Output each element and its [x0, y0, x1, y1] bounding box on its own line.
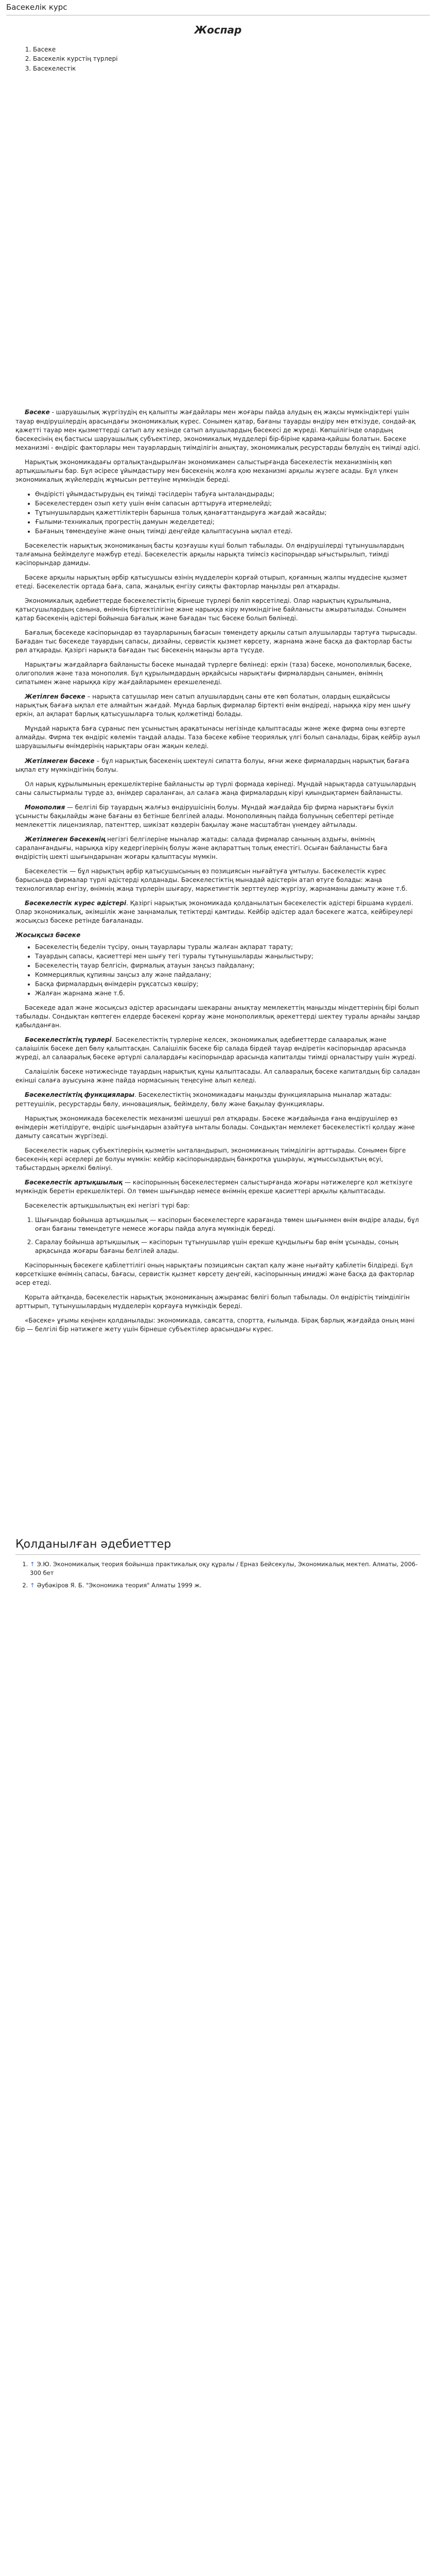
paragraph [15, 1091, 421, 1108]
plan-item: 1. Басекe [33, 45, 421, 55]
list-item: • Тауардың сапасы, қасиеттері мен шығу тегі туралы тұтынушыларды жаңылыстыру; [35, 952, 421, 961]
paragraph: Нарықтағы жағдайларға байланысты бәсеке мынадай түрлерге бөлінеді: еркін (таза) бәсеке, монополиялық бәсеке, олигополия және таза монополия. Бұл құрылымдардың әрқайсысы нарықтағы фирмалардың санымен, өнімнің сипатымен және нарыққа кіру жағдайларымен ерекшеленеді. [15, 661, 412, 686]
reference-item [30, 1581, 421, 1589]
paragraph-text: . Қазіргі нарықтық экономикада қолданылатын бәсекелестік әдістері біршама күрделі. Олар экономикалық, әкімшілік және заңнамалық тетіктерді қамтиды. Кейбір әдістер адал бәсекеге жатса, кейбіреулері жосықсыз бәсеке ретінде бағаланады. [15, 899, 413, 924]
paragraph: Бәсекелестік — бұл нарықтың әрбір қатысушысының өз позициясын нығайтуға ұмтылуы. Бәсекелестік күрес барысында фирмалар түрлі әдістерді қолданады. Бәсекелестіктің мынадай әдістерін атап өтуге болады: жаңа технологиялар енгізу, өнімнің жаңа түрлерін шығару, маркетингтік зерттеулер жүргізу, жарнаманы дамыту және т.б. [15, 867, 408, 892]
list-item: • Өндірісті ұйымдастырудың ең тиімді тәсілдерін табуға ынталандырады; [35, 490, 421, 499]
list-item: • Бәсекелестің беделін түсіру, оның тауарлары туралы жалған ақпарат тарату; [35, 943, 421, 952]
paragraph: Бәсекелестік артықшылықтың екі негізгі түрі бар: [25, 1201, 190, 1209]
paragraph: Салаішілік бәсеке нәтижесінде тауардың нарықтық құны қалыптасады. Ал салааралық бәсеке капиталдың бір саладан екінші салаға ауысуына және пайда нормасының теңесуіне алып келеді. [15, 1068, 420, 1084]
paragraph: Бағалық бәсекеде кәсіпорындар өз тауарларының бағасын төмендету арқылы сатып алушыларды тартуға тырысады. Бағадан тыс бәсекеде тауардың сапасы, дизайны, сервистік қызмет көрсету, жарнама және басқа да факторлар басты рөл атқарады. Қазіргі нарықта бағадан тыс бәсекенің маңызы арта түсуде. [15, 629, 417, 654]
plan-item: 3. Басекелестік [33, 64, 421, 74]
reference-item [30, 1560, 421, 1577]
paragraph [15, 835, 421, 861]
paragraph: Бәсеке арқылы нарықтың әрбір қатысушысы өзінің мүдделерін қорғай отырып, қоғамның жалпы мүддесіне қызмет етеді. Бәсекелестік ортада баға, сапа, жаңалық енгізу сияқты факторлар маңызды рөл атқарады. [15, 573, 407, 590]
list-item: • Жалған жарнама және т.б. [35, 989, 421, 998]
paragraph: Қорыта айтқанда, бәсекелестік нарықтық экономиканың ажырамас бөлігі болып табылады. Ол өндірістің тиімділігін арттырып, тұтынушылардың мүдделерін қорғауға мүмкіндік береді. [15, 1294, 410, 1310]
back-arrow-icon[interactable]: ↑ [30, 1582, 35, 1589]
paragraph [15, 1178, 421, 1196]
list-item: • Тұтынушылардың қажеттіліктерін барынша толық қанағаттандыруға жағдай жасайды; [35, 509, 421, 517]
bullet-list [15, 490, 421, 536]
paragraph: Ол нарық құрылымының ерекшеліктеріне байланысты әр түрлі формада көрінеді. Мұндай нарықтарда сатушылардың саны салыстырмалы түрде аз, өнімдер сараланған, ал салаға жаңа фирмалардың кіруі қиындықтармен байланысты. [15, 780, 416, 796]
blank-space [15, 73, 421, 408]
subheading: Жосықсыз бәсеке [15, 931, 81, 939]
term: Жетілген бәсеке [25, 693, 85, 701]
bullet-list [15, 943, 421, 998]
list-item: 2. Саралау бойынша артықшылық — кәсіпорын тұтынушылар үшін ерекше құндылығы бар өнім ұсынады, соның арқасында жоғары бағаны белгілей алады. [35, 1238, 421, 1256]
term: Бәсекелестік артықшылық [25, 1178, 123, 1186]
term: Жетілмеген бәсекенің [25, 835, 106, 843]
paragraph [15, 692, 421, 719]
list-item: • Бәсекелестің тауар белгісін, фирмалық атауын заңсыз пайдалану; [35, 961, 421, 970]
paragraph-text: негізгі белгілеріне мыналар жатады: салада фирмалар санының аздығы, өнімнің сараланғандығы, нарыққа кіру кедергілерінің болуы және ақпараттың толық еместігі. Осыған байланысты баға өндірістің шекті шығындарынан жоғары қалыптасуы мүмкін. [15, 835, 388, 860]
paragraph: Нарықтық экономикада бәсекелестік механизмі шешуші рөл атқарады. Бәсеке жағдайында ғана өндірушілер өз өнімдерін жетілдіруге, өндіріс шығындарын азайтуға ынталы болады. Сондықтан мемлекет бәсекелестікті қолдау және дамыту саясатын жүргізеді. [15, 1114, 415, 1140]
paragraph [15, 408, 421, 452]
paragraph [15, 1036, 421, 1062]
term: Бәсеке [25, 409, 50, 416]
list-item: • Бәсекелестерден озып кету үшін өнім сапасын арттыруға итермелейді; [35, 499, 421, 508]
references-list [30, 1560, 421, 1589]
list-item: 1. Шығындар бойынша артықшылық — кәсіпорын бәсекелестерге қарағанда төмен шығынмен өнім өндіре алады, бұл оған бағаны төмендетуге немесе жоғары пайда алуға мүмкіндік береді. [35, 1216, 421, 1233]
paragraph [15, 899, 421, 925]
list-item: • Басқа фирмалардың өнімдерін рұқсатсыз көшіру; [35, 980, 421, 989]
plan-heading: Жоспар [194, 24, 242, 37]
back-arrow-icon[interactable]: ↑ [30, 1561, 35, 1568]
paragraph: Бәсекелестік нарық субъектілерінің қызметін ынталандырып, экономиканың тиімділігін арттырады. Сонымен бірге бәсекенің кері әсерлері де болуы мүмкін: кейбір кәсіпорындардың банкротқа ұшырауы, жұмыссыздықтың өсуі, табыстардың әркелкі бөлінуі. [15, 1146, 406, 1172]
paragraph: «Бәсеке» ұғымы кеңінен қолданылады: экономикада, саясатта, спортта, ғылымда. Бірақ барлық жағдайда оның мәні бір — белгілі бір нәтижеге жету үшін бірнеше субъектілер арасындағы күрес. [15, 1317, 415, 1333]
paragraph-text: . Бәсекелестіктің түрлеріне келсек, экономикалық әдебиеттерде салааралық және салаішілік бәсеке деп бөлу қалыптасқан. Салаішілік бәсеке бір салада бірдей тауар өндіретін кәсіпорындар арасында жүреді, ал салааралық бәсеке әртүрлі салалардағы кәсіпорындар арасында капиталды тиімді орналастыру үшін жүреді. [15, 1036, 417, 1061]
term: Бәсекелестік күрес әдістері [25, 899, 127, 907]
paragraph: Нарықтық экономикадағы орталықтандырылған экономикамен салыстырғанда бәсекелестік механизмінің көп артықшылығы бар. Бұл әсіресе ұйымдастыру мен бәсекенің жолға қою механизмі арқылы жүзеге асады. Бұл үлкен экономикалық жүйелердің жұмысын реттеуіне мүмкіндік береді. [15, 458, 398, 483]
plan-item: 2. Басекелік курстің түрлері [33, 54, 421, 64]
plan-list [33, 45, 421, 74]
site-title: Басекелік курс [6, 2, 430, 15]
paragraph [15, 757, 421, 774]
paragraph-text: - шаруашылық жүргізудің ең қалыпты жағдайлары мен жоғары пайда алудың ең жақсы мүмкіндіктері үшін тауар өндірушілердің арасындағы экономикалық күрес. Сонымен қатар, бағаны тауарды өндіру мен өткізуде, сондай-ақ қажетті тауар мен қызметтерді сатып алу кезінде сатып алушылардың бәсекесі де жүреді. Көпшілігінде олардың бәсекесінің ең бастысы шаруашылық субъектілер, экономикалық мүдделері бір-біріне қарама-қайшы болатын. Бәсеке механизмі - өндіріс факторлары мен тауарлардың тиімділігін анықтау, экономикалық ресурстарды бөлудің ең тиімді әдісі. [15, 409, 421, 451]
paragraph-text: – нарықта сатушылар мен сатып алушылардың саны өте көп болатын, олардың ешқайсысы нарықтық бағаға ықпал ете алмайтын жағдай. Мұнда барлық фирмалар біртекті өнім өндіреді, нарыққа кіру мен шығу еркін, ал ақпарат барлық қатысушыларға толық қолжетімді болады. [15, 693, 411, 718]
reference-text: Әубәкіров Я. Б. "Экономика теория" Алматы 1999 ж. [37, 1582, 202, 1589]
term: Монополия [25, 803, 65, 811]
paragraph: Бәсекеде адал және жосықсыз әдістер арасындағы шекараны анықтау мемлекеттің маңызды міндеттерінің бірі болып табылады. Сондықтан көптеген елдерде бәсекені қорғау және монополиялық әрекеттерді шектеу туралы арнайы заңдар қабылданған. [15, 1004, 420, 1029]
blank-space [15, 1340, 421, 1525]
term: Бәсекелестіктің функциялары [25, 1091, 135, 1099]
term: Бәсекелестіктің түрлері [25, 1036, 112, 1044]
paragraph-text: — кәсіпорынның бәсекелестермен салыстырғанда жоғары нәтижелерге қол жеткізуге мүмкіндік беретін ерекшеліктері. Ол төмен шығындар немесе өнімнің ерекше қасиеттері арқылы қалыптасады. [15, 1178, 413, 1195]
paragraph-text: . Бәсекелестіктің экономикадағы маңызды функцияларына мыналар жатады: реттеушілік, ресурстарды бөлу, инновациялық, бейімделу, бөлу және бақылау функциялары. [15, 1091, 392, 1108]
paragraph-text: – бұл нарықтық бәсекенің шектеулі сипатта болуы, яғни жеке фирмалардың нарықтық бағаға ықпал ету мүмкіндігінің болуы. [15, 757, 410, 773]
references-heading: Қолданылған әдебиеттер [15, 1536, 421, 1555]
paragraph: Кәсіпорынның бәсекеге қабілеттілігі оның нарықтағы позициясын сақтап қалу және нығайту қабілетін білдіреді. Бұл көрсеткішке өнімнің сапасы, бағасы, сервистік қызмет көрсету деңгейі, кәсіпорынның имиджі және басқа да факторлар әсер етеді. [15, 1261, 414, 1286]
list-item: • Коммерциялық құпияны заңсыз алу және пайдалану; [35, 971, 421, 979]
list-item: • Ғылыми-техникалық прогрестің дамуын жеделдетеді; [35, 518, 421, 527]
numbered-list [15, 1216, 421, 1256]
paragraph: Экономикалық әдебиеттерде бәсекелестіктің бірнеше түрлері бөліп көрсетіледі. Олар нарықтың құрылымына, қатысушылардың санына, өнімнің біртектілігіне және нарыққа кіру мүмкіндігіне байланысты ажыратылады. Сонымен қатар бәсекенің әдістері бойынша бағалық және бағадан тыс бәсеке болып бөлінеді. [15, 597, 406, 622]
term: Жетілмеген бәсеке [25, 757, 95, 765]
reference-text: Э.Ю. Экономикалық теория бойынша практикалық оқу құралы / Ерназ Бейсекулы, Экономикалық мектеп. Алматы, 2006-300 бет [30, 1561, 418, 1577]
list-item: • Бағаның төмендеуіне және оның тиімді деңгейде қалыптасуына ықпал етеді. [35, 527, 421, 536]
article-content [6, 23, 430, 1589]
paragraph: Мұндай нарықта баға сұраныс пен ұсыныстың арақатынасы негізінде қалыптасады және жеке фирма оны өзгерте алмайды. Фирма тек өндіріс көлемін таңдай алады. Таза бәсеке көбіне теориялық үлгі болып саналады, бірақ кейбір ауыл шаруашылығы өнімдерінің нарықтары оған жақын келеді. [15, 725, 420, 750]
paragraph: Бәсекелестік нарықтық экономиканың басты қозғаушы күші болып табылады. Ол өндірушілерді тұтынушылардың талғамына бейімделуге мәжбүр етеді. Бәсекелестік арқылы нарықта тиімсіз кәсіпорындар ығыстырылып, тиімді кәсіпорындар дамиды. [15, 541, 404, 567]
paragraph [15, 803, 421, 829]
paragraph-text: — белгілі бір тауардың жалғыз өндірушісінің болуы. Мұндай жағдайда бір фирма нарықтағы бүкіл ұсынысты бақылайды және бағаны өз бетінше белгілей алады. Монополияның пайда болуының себептері ретінде мемлекеттік лицензиялар, патенттер, шикізат көздерін бақылау және масштабтан үнемдеу айтылады. [15, 803, 394, 828]
